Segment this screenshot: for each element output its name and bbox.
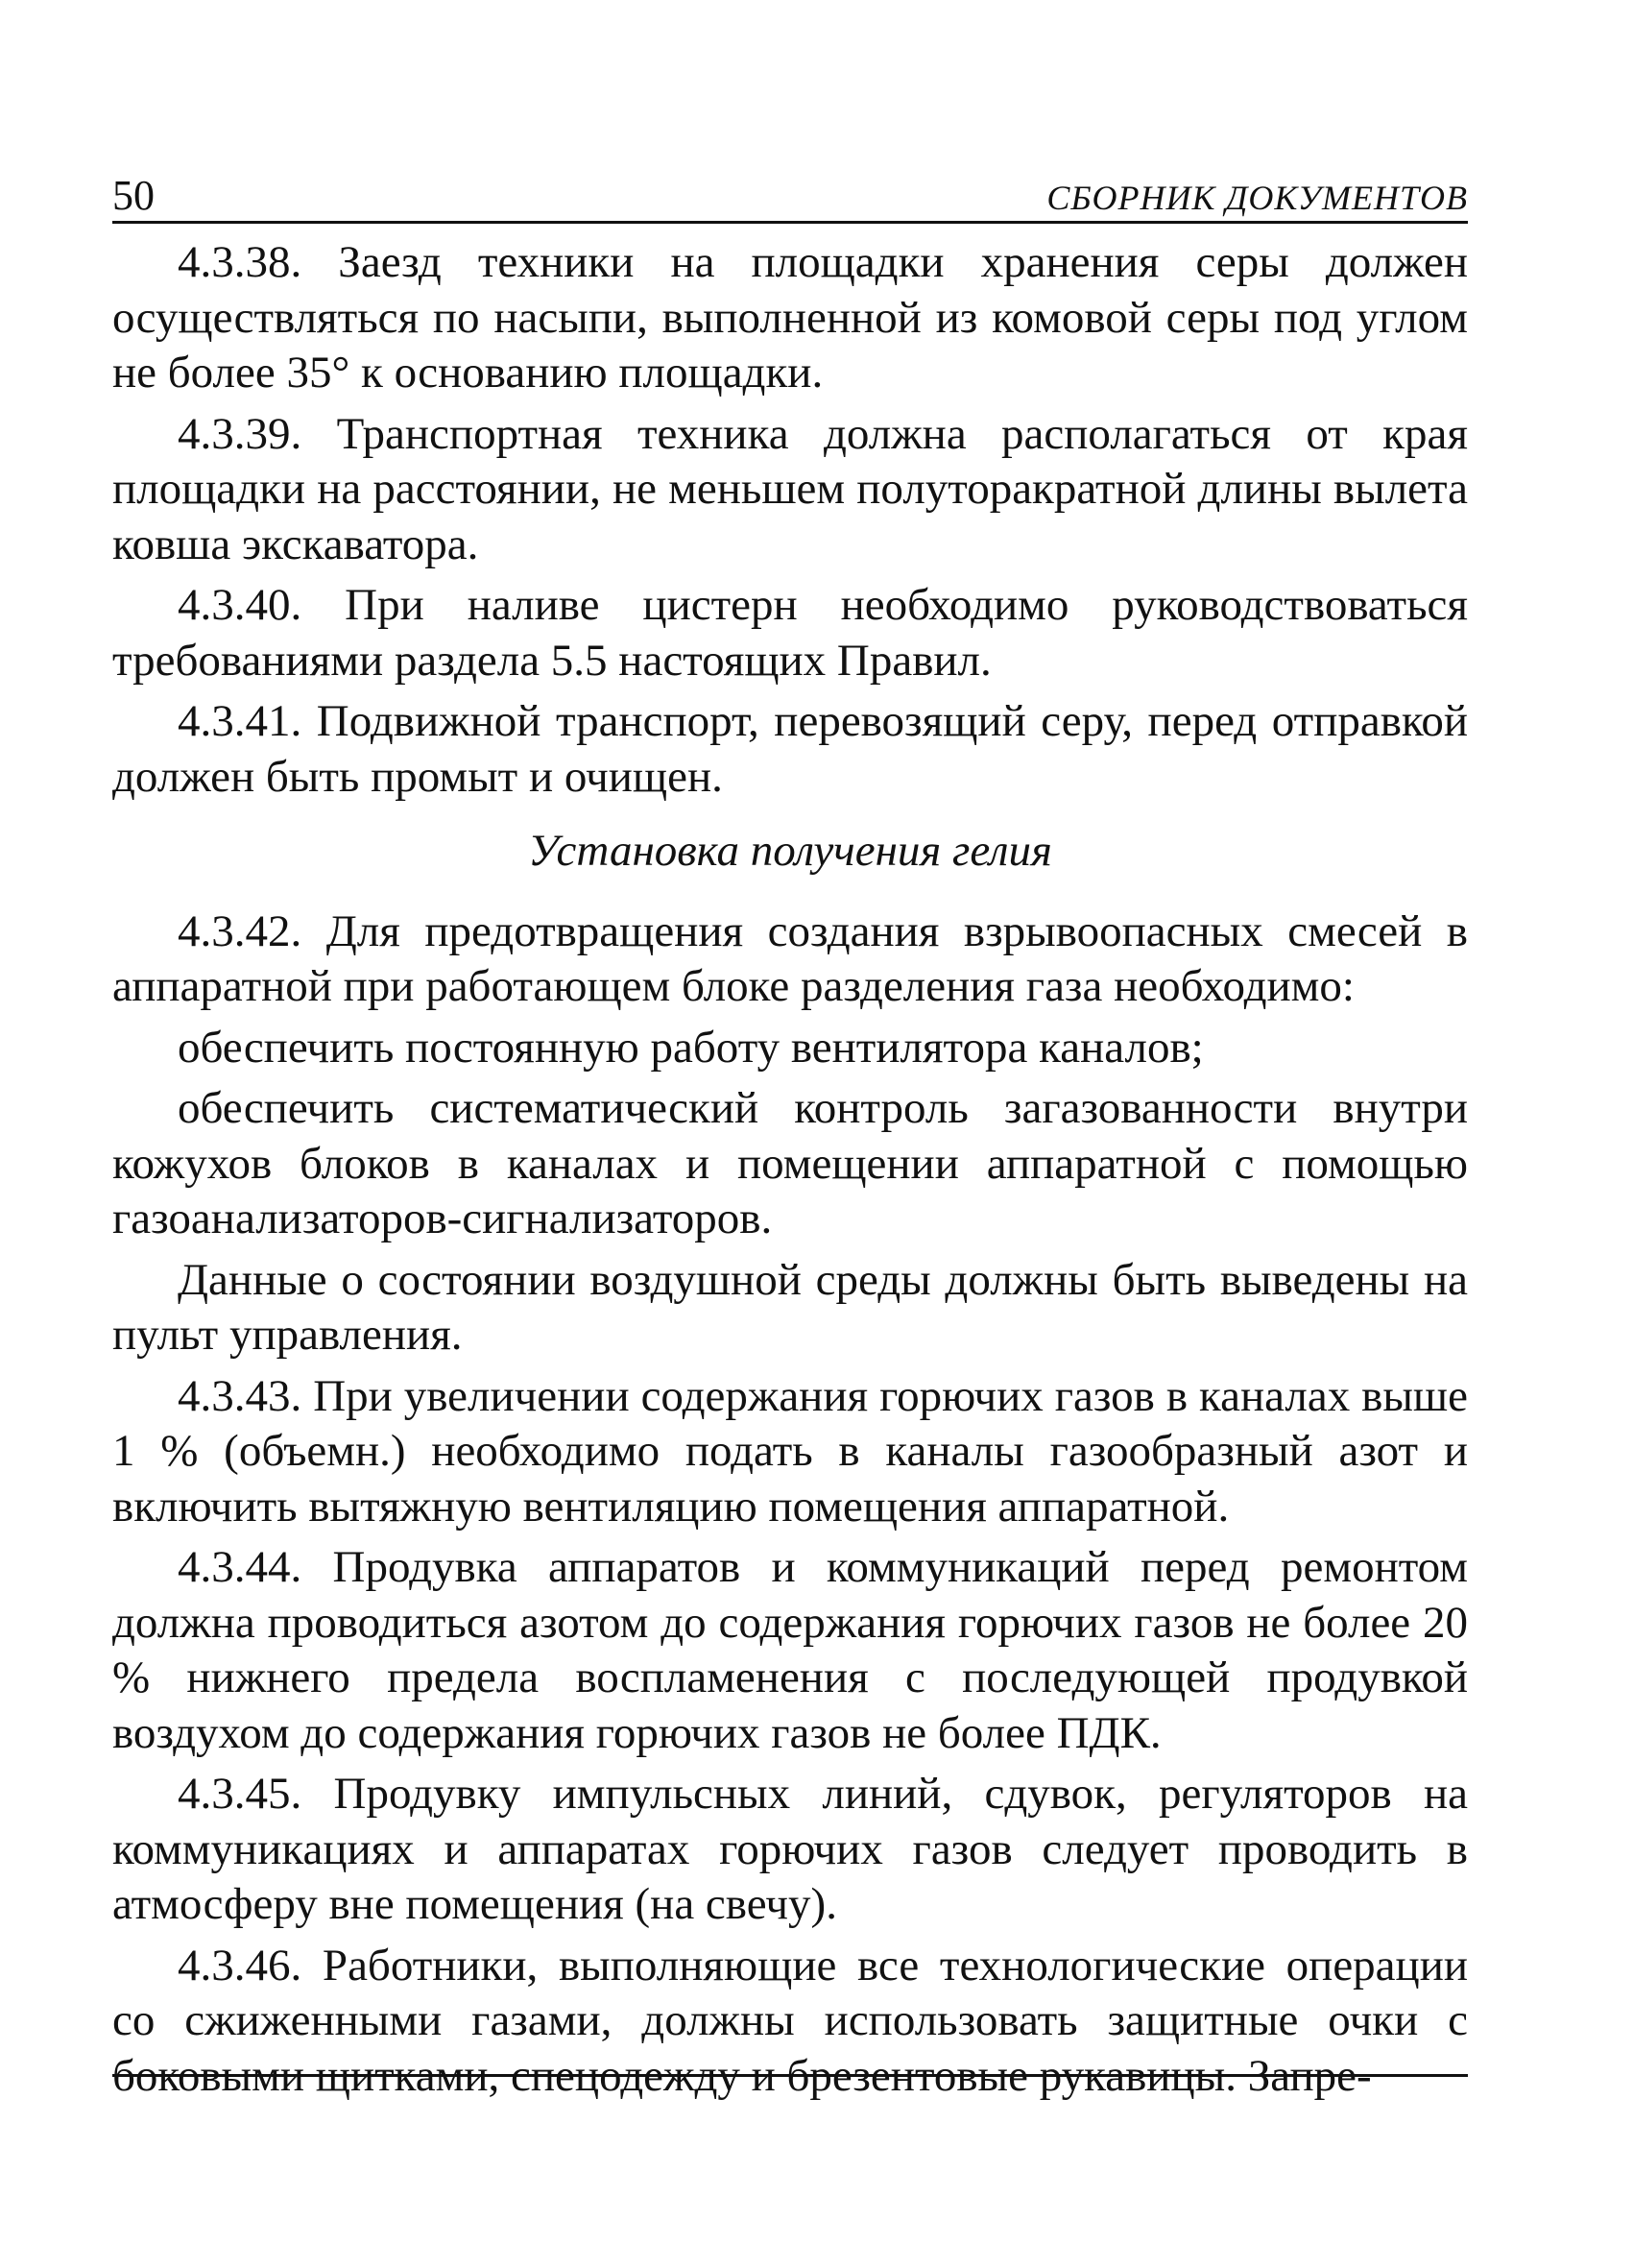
section-heading: Установка получения гелия	[528, 826, 1052, 876]
paragraph-4-3-40: 4.3.40. При наливе цистерн необходимо руководствоваться требованиями раздела 5.5 настоящих Правил.	[112, 580, 1468, 686]
paragraph-4-3-45: 4.3.45. Продувку импульсных линий, сдувок, регуляторов на коммуникациях и аппаратах горючих газов следует проводить в атмосферу вне помещения (на свечу).	[112, 1769, 1468, 1929]
paragraph-4-3-42: 4.3.42. Для предотвращения создания взрывоопасных смесей в аппаратной при работающем блоке разделения газа необходимо:	[112, 905, 1468, 1011]
page-number: 50	[112, 172, 155, 219]
page-body	[112, 235, 1468, 2110]
running-title: СБОРНИК ДОКУМЕНТОВ	[1046, 179, 1468, 217]
bottom-rule	[112, 2074, 1468, 2077]
paragraph-4-3-41: 4.3.41. Подвижной транспорт, перевозящий серу, перед отправкой должен быть промыт и очищен.	[112, 696, 1468, 802]
paragraph-4-3-44: 4.3.44. Продувка аппаратов и коммуникаций перед ремонтом должна проводиться азотом до содержания горючих газов не более 20 % нижнего предела воспламенения с последующей продувкой воздухом до содержания горючих газов не более ПДК.	[112, 1542, 1468, 1758]
list-item-gas-control: обеспечить систематический контроль загазованности внутри кожухов блоков в каналах и помещении аппаратной с помощью газоанализаторов-сигнализаторов.	[112, 1083, 1468, 1243]
list-item-ventilation: обеспечить постоянную работу вентилятора каналов;	[178, 1022, 1204, 1073]
paragraph-4-3-39: 4.3.39. Транспортная техника должна располагаться от края площадки на расстоянии, не меньшем полуторакратной длины вылета ковша экскаватора.	[112, 408, 1468, 569]
paragraph-4-3-43: 4.3.43. При увеличении содержания горючих газов в каналах выше 1 % (объемн.) необходимо подать в каналы газообразный азот и включить вытяжную вентиляцию помещения аппаратной.	[112, 1370, 1468, 1532]
paragraph-air-data: Данные о состоянии воздушной среды должны быть выведены на пульт управления.	[112, 1254, 1468, 1360]
paragraph-4-3-46: 4.3.46. Работники, выполняющие все технологические операции со сжиженными газами, должны использовать защитные очки с боковыми щитками, спецодежду и брезентовые рукавицы. Запре-	[112, 1940, 1468, 2101]
page-header	[112, 161, 1468, 224]
paragraph-4-3-38: 4.3.38. Заезд техники на площадки хранения серы должен осуществляться по насыпи, выполненной из комовой серы под углом не более 35° к основанию площадки.	[112, 237, 1468, 398]
